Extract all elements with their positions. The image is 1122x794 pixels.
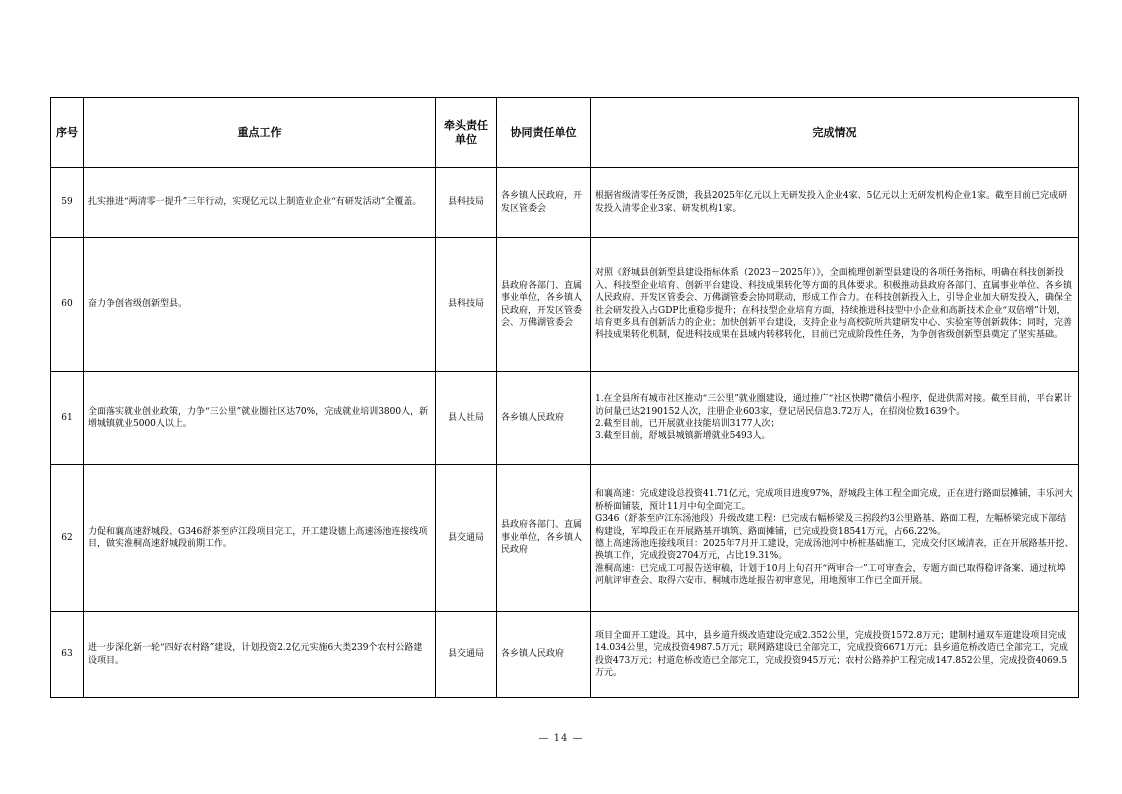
row-cooperating-unit: 县政府各部门、直属事业单位，各乡镇人民政府 [497,465,591,612]
row-completion-status [591,612,1079,698]
table-row [51,612,1079,698]
row-completion-status [591,168,1079,238]
status-paragraph: 1.在全县所有城市社区推动“三公里”就业圈建设，通过推广“社区快聘”微信小程序，促进供需对接。截至目前，平台累计访问量已达2190152人次，注册企业603家，登记居民信息3.72万人，在招岗位数1639个。 [595,394,1072,417]
row-lead-unit: 县交通局 [436,612,497,698]
row-key-work: 扎实推进“两清零一提升”三年行动，实现亿元以上制造业企业“有研发活动”全覆盖。 [84,168,436,238]
status-paragraph: 根据省级清零任务反馈，我县2025年亿元以上无研发投入企业4家、5亿元以上无研发机构企业1家。截至目前已完成研发投入清零企业3家、研发机构1家。 [595,191,1068,214]
row-key-work: 奋力争创省级创新型县。 [84,238,436,372]
table-row [51,168,1079,238]
page-number: — 14 — [538,733,584,744]
row-cooperating-unit: 各乡镇人民政府，开发区管委会 [497,168,591,238]
header-serial-number: 序号 [51,98,84,168]
header-key-work: 重点工作 [84,98,436,168]
row-serial-number: 62 [51,465,84,612]
row-lead-unit: 县人社局 [436,372,497,465]
row-cooperating-unit: 各乡镇人民政府 [497,372,591,465]
status-paragraph: 对照《舒城县创新型县建设指标体系（2023－2025年）》，全面梳理创新型县建设的各项任务指标，明确在科技创新投入、科技型企业培育、创新平台建设、科技成果转化等方面的具体要求。积极推动县政府各部门、直属事业单位、各乡镇人民政府、开发区管委会、万佛湖管委会协同联动，形成工作合力。在科技创新投入上，引导企业加大研发投入，确保全社会研发投入占GDP比重稳步提升；在科技型企业培育方面，持续推进科技型中小企业和高新技术企业“双倍增”计划，培育更多具有创新活力的企业；加快创新平台建设，支持企业与高校院所共建研发中心、实验室等创新载体；同时，完善科技成果转化机制，促进科技成果在县域内转移转化，目前已完成阶段性任务，为争创省级创新型县奠定了坚实基础。 [595,268,1073,341]
row-key-work: 全面落实就业创业政策，力争“三公里”就业圈社区达70%，完成就业培训3800人，新增城镇就业5000人以上。 [84,372,436,465]
row-serial-number: 60 [51,238,84,372]
header-cooperating-unit: 协同责任单位 [497,98,591,168]
table-body [51,168,1079,698]
header-lead-unit-text: 牵头责任 单位 [444,118,488,146]
row-completion-status [591,465,1079,612]
row-lead-unit: 县交通局 [436,465,497,612]
header-completion-status: 完成情况 [591,98,1079,168]
table-row [51,238,1079,372]
row-cooperating-unit: 各乡镇人民政府 [497,612,591,698]
row-lead-unit: 县科技局 [436,168,497,238]
table-row [51,465,1079,612]
row-key-work: 进一步深化新一轮“四好农村路”建设，计划投资2.2亿元实施6大类239个农村公路建设项目。 [84,612,436,698]
work-progress-table [50,97,1079,698]
status-paragraph: 2.截至目前，已开展就业技能培训3177人次； [595,419,780,429]
status-paragraph: 和襄高速：完成建设总投资41.71亿元，完成项目进度97%，舒城段主体工程全面完成，正在进行路面层摊铺，丰乐河大桥桥面铺装，预计11月中旬全面完工。 [595,489,1073,512]
row-serial-number: 59 [51,168,84,238]
row-cooperating-unit: 县政府各部门、直属事业单位，各乡镇人民政府，开发区管委会、万佛湖管委会 [497,238,591,372]
status-paragraph: 项目全面开工建设。其中，县乡道升级改造建设完成2.352公里，完成投资1572.8万元；建制村通双车道建设项目完成14.034公里，完成投资4987.5万元；联网路建设已全部完工，完成投资6671万元；县乡道危桥改造已全部完工，完成投资473万元；村道危桥改造已全部完工，完成投资945万元；农村公路养护工程完成147.852公里，完成投资4069.5万元。 [595,630,1068,678]
row-key-work: 力促和襄高速舒城段、G346舒茶至庐江段项目完工，开工建设德上高速汤池连接线项目，做实淮桐高速舒城段前期工作。 [84,465,436,612]
status-paragraph: 德上高速汤池连接线项目：2025年7月开工建设，完成汤池河中桥桩基础施工，完成交付区域清表，正在开展路基开挖、换填工作，完成投资2704万元，占比19.31%。 [595,539,1074,562]
status-paragraph: G346（舒茶至庐江东汤池段）升级改建工程：已完成右幅桥梁及三拐段约3公里路基、路面工程，左幅桥梁完成下部结构建设，军埠段正在开展路基开填筑、路面摊铺，已完成投资18541万元，占66.22%。 [595,514,1067,537]
row-completion-status [591,238,1079,372]
row-serial-number: 63 [51,612,84,698]
table-header-row [51,98,1079,168]
row-lead-unit: 县科技局 [436,238,497,372]
row-serial-number: 61 [51,372,84,465]
header-lead-unit [436,98,497,168]
status-paragraph: 3.截至目前，舒城县城镇新增就业5493人。 [595,431,771,442]
table-row [51,372,1079,465]
status-paragraph: 淮桐高速：已完成工可报告送审稿，计划于10月上旬召开“两审合一”工可审查会，专题方面已取得稳评备案、通过杭埠河航评审查会、取得六安市、桐城市选址报告初审意见，用地预审工作已全面开展。 [595,563,1066,587]
row-completion-status [591,372,1079,465]
